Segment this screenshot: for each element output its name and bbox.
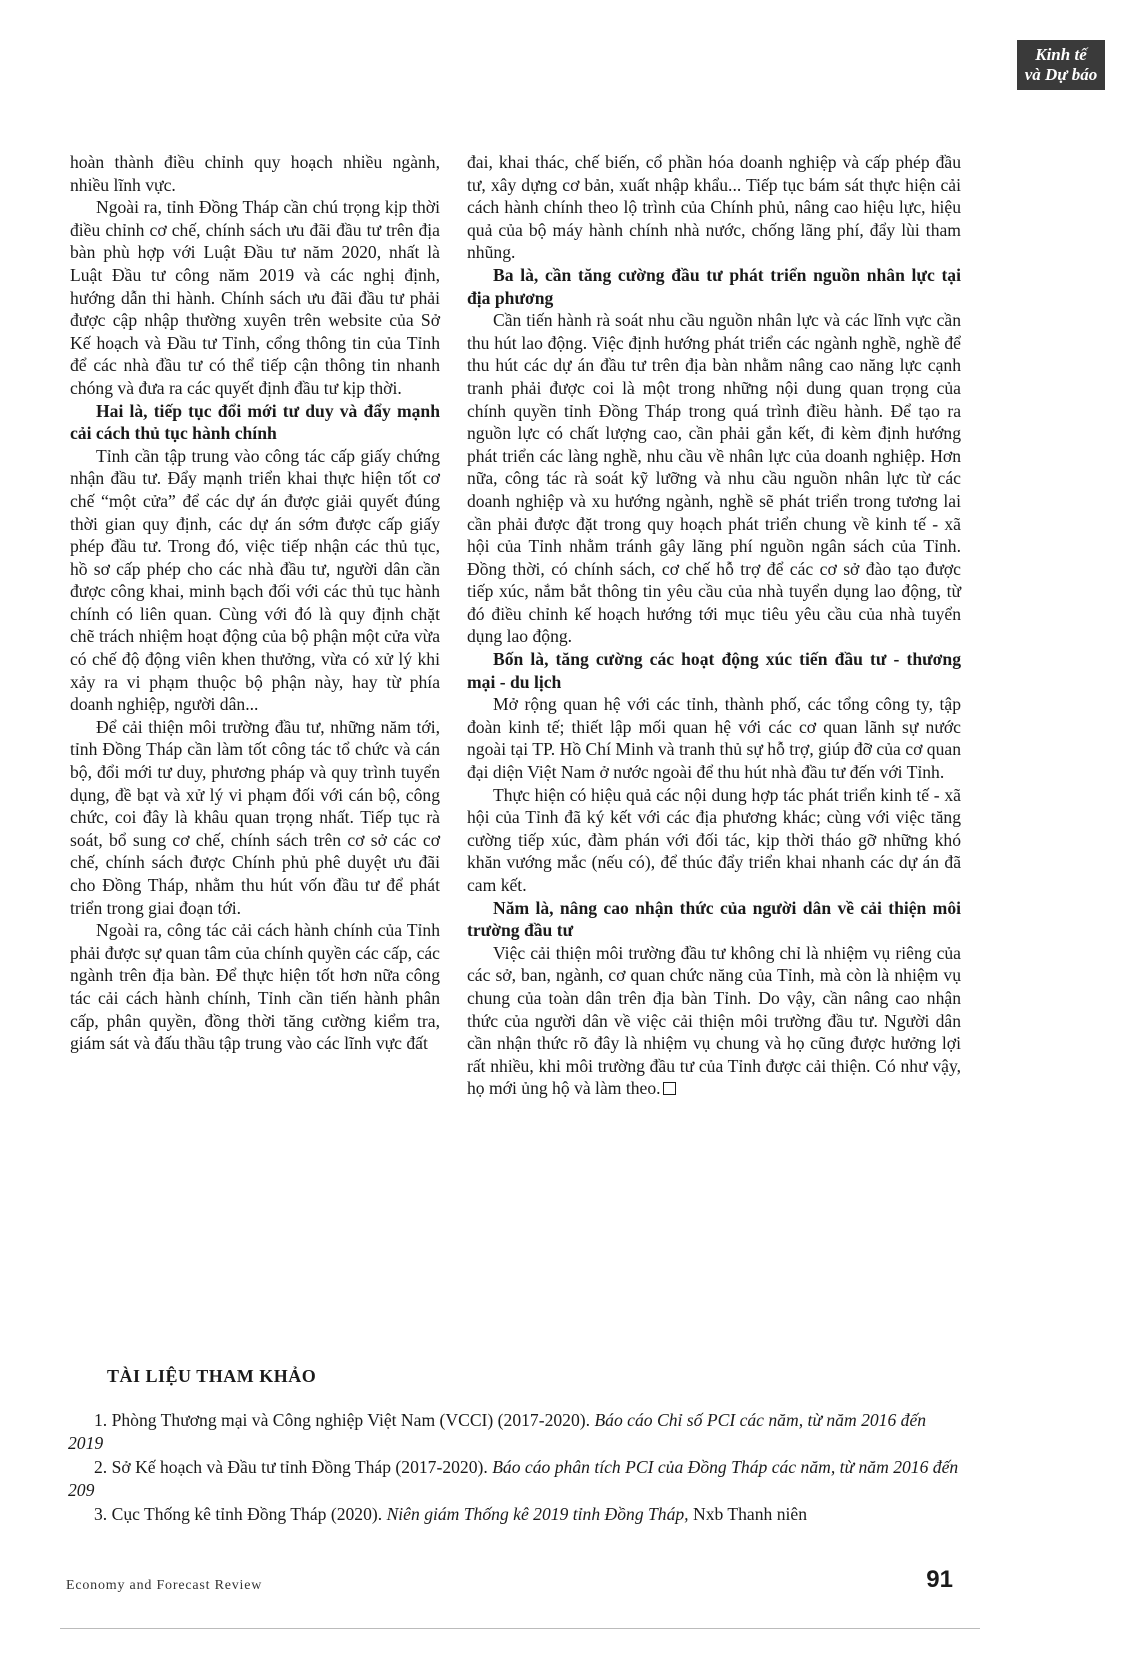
paragraph: Để cải thiện môi trường đầu tư, những năm tới, tỉnh Đồng Tháp cần làm tốt công tác tổ chức và cán bộ, đổi mới tư duy, phương pháp và quy trình tuyển dụng, đề bạt và xử lý vi phạm đối với cán bộ, công chức, coi đây là khâu quan trọng nhất. Tiếp tục rà soát, bổ sung cơ chế, chính sách trên cơ sở các cơ chế, chính sách được Chính phủ phê duyệt ưu đãi cho Đồng Tháp, nhằm thu hút vốn đầu tư để phát triển trong giai đoạn tới. — [70, 716, 440, 918]
logo-line-2: và Dự báo — [1024, 65, 1098, 84]
paragraph: Mở rộng quan hệ với các tỉnh, thành phố, các tổng công ty, tập đoàn kinh tế; thiết lập mối quan hệ với các cơ quan lãnh sự nước ngoài tại TP. Hồ Chí Minh và tranh thủ sự hỗ trợ, giúp đỡ của cơ quan đại diện Việt Nam ở nước ngoài để thu hút nhà đầu tư đến với Tỉnh. — [467, 694, 961, 783]
section-heading: Ba là, cần tăng cường đầu tư phát triển nguồn nhân lực tại địa phương — [467, 264, 961, 308]
page-number: 91 — [926, 1566, 953, 1593]
reference-title: Báo cáo phân tích PCI của Đồng Tháp các năm, từ năm 2016 đến 209 — [68, 1457, 959, 1500]
footer-divider — [60, 1628, 980, 1629]
left-column — [70, 151, 440, 1055]
references-list — [68, 1409, 961, 1527]
end-mark-icon — [663, 1082, 676, 1095]
reference-title: Niên giám Thống kê 2019 tỉnh Đồng Tháp, — [386, 1504, 689, 1524]
paragraph: Tỉnh cần tập trung vào công tác cấp giấy chứng nhận đầu tư. Đẩy mạnh triển khai thực hiện tốt cơ chế “một cửa” để các dự án được giải quyết đúng thời gian quy định, các dự án sớm được cấp giấy phép đầu tư. Trong đó, việc tiếp nhận các thủ tục, hồ sơ cấp phép cho các nhà đầu tư, người dân cần được công khai, minh bạch đối với các thủ tục hành chính có liên quan. Cùng với đó là quy định chặt chẽ trách nhiệm hoạt động của bộ phận một cửa vừa có chế độ động viên khen thưởng, vừa có xử lý khi xảy ra vi phạm thuộc bộ phận này, hay từ phía doanh nghiệp, người dân... — [70, 445, 440, 715]
closing-paragraph-text: Việc cải thiện môi trường đầu tư không chỉ là nhiệm vụ riêng của các sở, ban, ngành, cơ quan chức năng của Tỉnh, mà còn là nhiệm vụ chung của toàn dân trên địa bàn Tỉnh. Do vậy, cần nâng cao nhận thức của người dân về việc cải thiện môi trường đầu tư. Người dân cần nhận thức rõ đây là nhiệm vụ chung và họ cũng được hưởng lợi rất nhiều, khi môi trường đầu tư của Tỉnh được cải thiện. Có như vậy, họ mới ủng hộ và làm theo. — [467, 942, 961, 1099]
right-column — [467, 151, 961, 1100]
reference-source: 3. Cục Thống kê tỉnh Đồng Tháp (2020). — [94, 1504, 387, 1524]
section-heading: Hai là, tiếp tục đổi mới tư duy và đẩy mạnh cải cách thủ tục hành chính — [70, 400, 440, 444]
reference-title: Báo cáo Chỉ số PCI các năm, từ năm 2016 đến 2019 — [68, 1410, 927, 1453]
logo-line-1: Kinh tế — [1035, 45, 1087, 64]
paragraph: Ngoài ra, công tác cải cách hành chính của Tỉnh phải được sự quan tâm của chính quyền các cấp, các ngành trên địa bàn. Để thực hiện tốt hơn nữa công tác cải cách hành chính, Tỉnh cần tiến hành phân cấp, phân quyền, đồng thời tăng cường kiểm tra, giám sát và đấu thầu tập trung vào các lĩnh vực đất — [70, 920, 440, 1054]
paragraph: Ngoài ra, tỉnh Đồng Tháp cần chú trọng kịp thời điều chỉnh cơ chế, chính sách ưu đãi đầu tư trên địa bàn phù hợp với Luật Đầu tư năm 2020, nhất là Luật Đầu tư công năm 2019 và các nghị định, hướng dẫn thi hành. Chính sách ưu đãi đầu tư phải được cập nhập thường xuyên trên website của Sở Kế hoạch và Đầu tư Tỉnh, cổng thông tin của Tỉnh để các nhà đầu tư có thể tiếp cận thông tin nhanh chóng và đưa ra các quyết định đầu tư kịp thời. — [70, 197, 440, 398]
paragraph: Cần tiến hành rà soát nhu cầu nguồn nhân lực và các lĩnh vực cần thu hút lao động. Việc định hướng phát triển các ngành nghề, nghề để thu hút các dự án đầu tư trên địa bàn nhằm nâng cao năng lực cạnh tranh phải được coi là một trong những nội dung quan trọng của chính quyền tỉnh Đồng Tháp trong quá trình điều hành. Để tạo ra nguồn lực có chất lượng cao, cần phải gắn kết, đi kèm định hướng phát triển các làng nghề, nhu cầu về nhân lực của doanh nghiệp. Hơn nữa, công tác rà soát kỹ lưỡng và nhu cầu nguồn nhân lực từ các doanh nghiệp và xu hướng ngành, nghề sẽ phát triển trong tương lai cần phải được đặt trong quy hoạch phát triển chung về kinh tế - xã hội của Tỉnh nhằm tránh gây lãng phí nguồn ngân sách của Tỉnh. Đồng thời, có chính sách, cơ chế hỗ trợ để các cơ sở đào tạo được tiếp xúc, nắm bắt thông tin yêu cầu của nhà tuyển dụng lao động, từ đó điều chỉnh kế hoạch hướng tới mục tiêu yêu cầu của nhà tuyển dụng lao động. — [467, 310, 961, 647]
paragraph: đai, khai thác, chế biến, cổ phần hóa doanh nghiệp và cấp phép đầu tư, xây dựng cơ bản, xuất nhập khẩu... Tiếp tục bám sát thực hiện cải cách hành chính theo lộ trình của Chính phủ, nâng cao hiệu lực, hiệu quả của bộ máy hành chính nhà nước, chống lãng phí, đẩy lùi tham nhũng. — [467, 152, 961, 263]
section-heading: Bốn là, tăng cường các hoạt động xúc tiến đầu tư - thương mại - du lịch — [467, 649, 961, 692]
paragraph: Thực hiện có hiệu quả các nội dung hợp tác phát triển kinh tế - xã hội của Tỉnh đã ký kết với các địa phương khác; cùng với việc tăng cường tiếp xúc, đàm phán với đối tác, kịp thời tháo gỡ những khó khăn vướng mắc (nếu có), để thúc đẩy triển khai nhanh các dự án đã cam kết. — [467, 784, 961, 895]
journal-name: Economy and Forecast Review — [66, 1578, 263, 1593]
journal-logo — [1017, 40, 1105, 90]
paragraph: hoàn thành điều chỉnh quy hoạch nhiều ngành, nhiều lĩnh vực. — [70, 152, 440, 195]
reference-source: 1. Phòng Thương mại và Công nghiệp Việt Nam (VCCI) (2017-2020). — [94, 1410, 595, 1430]
references-title: TÀI LIỆU THAM KHẢO — [107, 1366, 317, 1386]
reference-item — [68, 1456, 961, 1502]
paragraph — [467, 942, 961, 1100]
reference-source: 2. Sở Kế hoạch và Đầu tư tỉnh Đồng Tháp (2017-2020). — [94, 1457, 493, 1477]
reference-item — [68, 1409, 961, 1455]
section-heading: Năm là, nâng cao nhận thức của người dân về cải thiện môi trường đầu tư — [467, 897, 961, 941]
reference-item — [68, 1503, 961, 1526]
reference-publisher: Nxb Thanh niên — [688, 1504, 808, 1524]
